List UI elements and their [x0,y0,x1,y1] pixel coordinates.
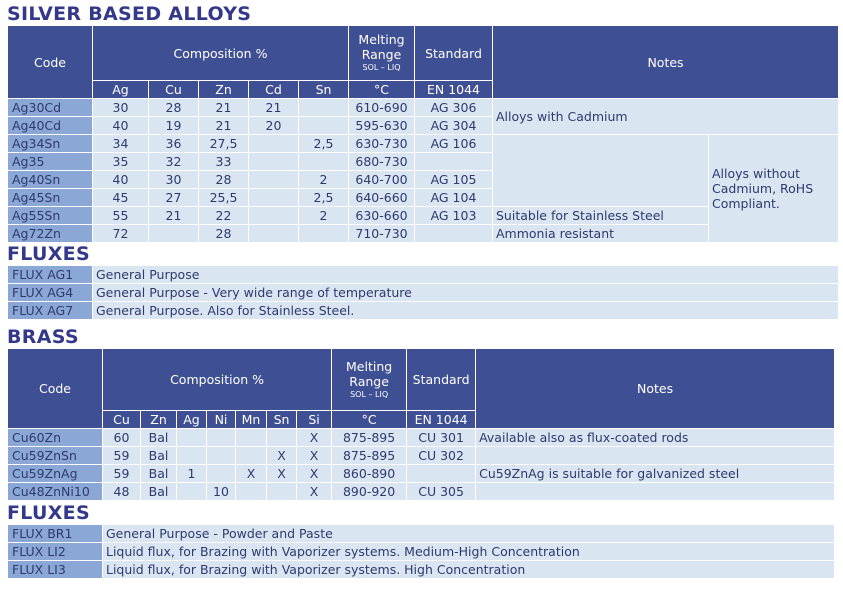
value-cell [249,225,299,243]
value-cell: 610-690 [349,99,415,117]
value-cell: 2 [299,171,349,189]
value-cell: 45 [93,189,149,207]
value-cell [177,429,207,447]
value-cell: 875-895 [332,447,407,465]
notes-cell: Suitable for Stainless Steel [493,207,709,225]
value-cell: 25,5 [199,189,249,207]
value-cell: X [236,465,267,483]
value-cell: 860-890 [332,465,407,483]
value-cell [249,189,299,207]
value-cell [299,117,349,135]
value-cell [299,153,349,171]
code-cell: Ag55Sn [8,207,93,225]
code-cell: FLUX AG7 [8,302,93,320]
fluxes-title: FLUXES [7,243,90,265]
value-cell: 875-895 [332,429,407,447]
fluxes-title-2: FLUXES [7,502,90,524]
flux-row [8,266,839,284]
value-cell: 59 [103,465,141,483]
value-cell: 48 [103,483,141,501]
silver-alloys-table [7,25,839,243]
value-cell [236,483,267,501]
code-cell: Ag72Zn [8,225,93,243]
code-cell: Ag30Cd [8,99,93,117]
value-cell [415,153,493,171]
value-cell [407,465,476,483]
value-cell [177,447,207,465]
value-cell [249,171,299,189]
standard-header: Standard [407,349,476,411]
value-cell: 21 [199,99,249,117]
value-cell [207,465,236,483]
value-cell: 28 [199,225,249,243]
value-cell: 21 [149,207,199,225]
code-cell: Cu48ZnNi10 [8,483,103,501]
notes-cell: General Purpose - Very wide range of temperature [93,284,839,302]
notes-cell: Ammonia resistant [493,225,709,243]
code-cell: FLUX AG1 [8,266,93,284]
value-cell [249,153,299,171]
value-cell: 595-630 [349,117,415,135]
code-cell: Ag35 [8,153,93,171]
value-cell [299,225,349,243]
value-cell: Bal [141,483,177,501]
sub-header: Sn [299,81,349,99]
sub-header: Cu [103,411,141,429]
value-cell: X [297,429,332,447]
value-cell [207,447,236,465]
value-cell: 28 [149,99,199,117]
value-cell: 21 [249,99,299,117]
sub-header: Ni [207,411,236,429]
table-row [8,447,835,465]
sub-header: Mn [236,411,267,429]
flux-row [8,561,835,579]
value-cell: CU 305 [407,483,476,501]
notes-cell: General Purpose. Also for Stainless Steel. [93,302,839,320]
notes-cell [476,483,835,501]
value-cell: 680-730 [349,153,415,171]
value-cell [249,135,299,153]
code-cell: FLUX AG4 [8,284,93,302]
value-cell: 72 [93,225,149,243]
brass-table [7,348,835,501]
value-cell: X [297,447,332,465]
value-cell: 55 [93,207,149,225]
value-cell: 36 [149,135,199,153]
sub-header: Sn [267,411,297,429]
value-cell [236,447,267,465]
sub-header: Ag [177,411,207,429]
table-row [8,429,835,447]
value-cell [236,429,267,447]
sub-header: °C [349,81,415,99]
sub-header: Cd [249,81,299,99]
code-cell: Cu59ZnSn [8,447,103,465]
value-cell: 27 [149,189,199,207]
value-cell [415,225,493,243]
silver-fluxes-table [7,265,839,320]
notes-cell: Alloys with Cadmium [493,99,839,135]
value-cell: AG 105 [415,171,493,189]
value-cell: 40 [93,117,149,135]
value-cell: 35 [93,153,149,171]
silver-title: SILVER BASED ALLOYS [7,3,252,25]
flux-row [8,543,835,561]
notes-header: Notes [476,349,835,429]
table-row [8,99,839,117]
brass-fluxes-table [7,524,835,579]
table-row [8,465,835,483]
notes-cell: Liquid flux, for Brazing with Vaporizer systems. High Concentration [103,561,835,579]
value-cell: 1 [177,465,207,483]
value-cell: 21 [199,117,249,135]
sub-header: Ag [93,81,149,99]
value-cell: 630-660 [349,207,415,225]
value-cell: 22 [199,207,249,225]
value-cell: 34 [93,135,149,153]
sub-header: EN 1044 [415,81,493,99]
code-cell: Ag45Sn [8,189,93,207]
value-cell: 20 [249,117,299,135]
code-header: Code [8,26,93,99]
value-cell [207,429,236,447]
notes-cell: Alloys without Cadmium, RoHS Compliant. [709,135,839,243]
value-cell [249,207,299,225]
value-cell: 32 [149,153,199,171]
flux-row [8,284,839,302]
notes-cell: Cu59ZnAg is suitable for galvanized steel [476,465,835,483]
flux-row [8,525,835,543]
value-cell [177,483,207,501]
value-cell: 60 [103,429,141,447]
value-cell: X [267,465,297,483]
value-cell: 40 [93,171,149,189]
code-header: Code [8,349,103,429]
value-cell: 59 [103,447,141,465]
value-cell [299,99,349,117]
code-cell: FLUX LI3 [8,561,103,579]
brass-title: BRASS [7,326,79,348]
flux-row [8,302,839,320]
composition-header: Composition % [103,349,332,411]
value-cell: 710-730 [349,225,415,243]
value-cell: AG 103 [415,207,493,225]
value-cell: AG 106 [415,135,493,153]
value-cell: CU 301 [407,429,476,447]
value-cell: 27,5 [199,135,249,153]
value-cell: 2,5 [299,189,349,207]
value-cell: AG 104 [415,189,493,207]
value-cell: X [267,447,297,465]
code-cell: Cu60Zn [8,429,103,447]
code-cell: Ag40Cd [8,117,93,135]
value-cell: Bal [141,447,177,465]
notes-cell [493,135,709,207]
composition-header: Composition % [93,26,349,81]
value-cell: AG 306 [415,99,493,117]
value-cell: 33 [199,153,249,171]
value-cell: 640-700 [349,171,415,189]
code-cell: Ag40Sn [8,171,93,189]
code-cell: Cu59ZnAg [8,465,103,483]
value-cell: X [297,483,332,501]
table-row [8,135,839,153]
notes-cell [476,447,835,465]
value-cell: 890-920 [332,483,407,501]
sub-header: °C [332,411,407,429]
value-cell: 2,5 [299,135,349,153]
value-cell: 30 [149,171,199,189]
value-cell [267,483,297,501]
value-cell: 630-730 [349,135,415,153]
code-cell: FLUX LI2 [8,543,103,561]
value-cell [149,225,199,243]
sub-header: Cu [149,81,199,99]
melting-header: Melting Range SOL – LIQ [349,26,415,81]
value-cell: Bal [141,429,177,447]
value-cell: X [297,465,332,483]
notes-cell: Available also as flux-coated rods [476,429,835,447]
sub-header: Zn [141,411,177,429]
sub-header: Zn [199,81,249,99]
value-cell: 30 [93,99,149,117]
value-cell: AG 304 [415,117,493,135]
code-cell: Ag34Sn [8,135,93,153]
value-cell: 10 [207,483,236,501]
value-cell [267,429,297,447]
value-cell: 19 [149,117,199,135]
notes-header: Notes [493,26,839,99]
code-cell: FLUX BR1 [8,525,103,543]
standard-header: Standard [415,26,493,81]
value-cell: 2 [299,207,349,225]
value-cell: 640-660 [349,189,415,207]
value-cell: CU 302 [407,447,476,465]
value-cell: Bal [141,465,177,483]
table-row [8,483,835,501]
sub-header: EN 1044 [407,411,476,429]
melting-header: Melting Range SOL – LIQ [332,349,407,411]
sub-header: Si [297,411,332,429]
value-cell: 28 [199,171,249,189]
notes-cell: General Purpose - Powder and Paste [103,525,835,543]
notes-cell: General Purpose [93,266,839,284]
notes-cell: Liquid flux, for Brazing with Vaporizer systems. Medium-High Concentration [103,543,835,561]
